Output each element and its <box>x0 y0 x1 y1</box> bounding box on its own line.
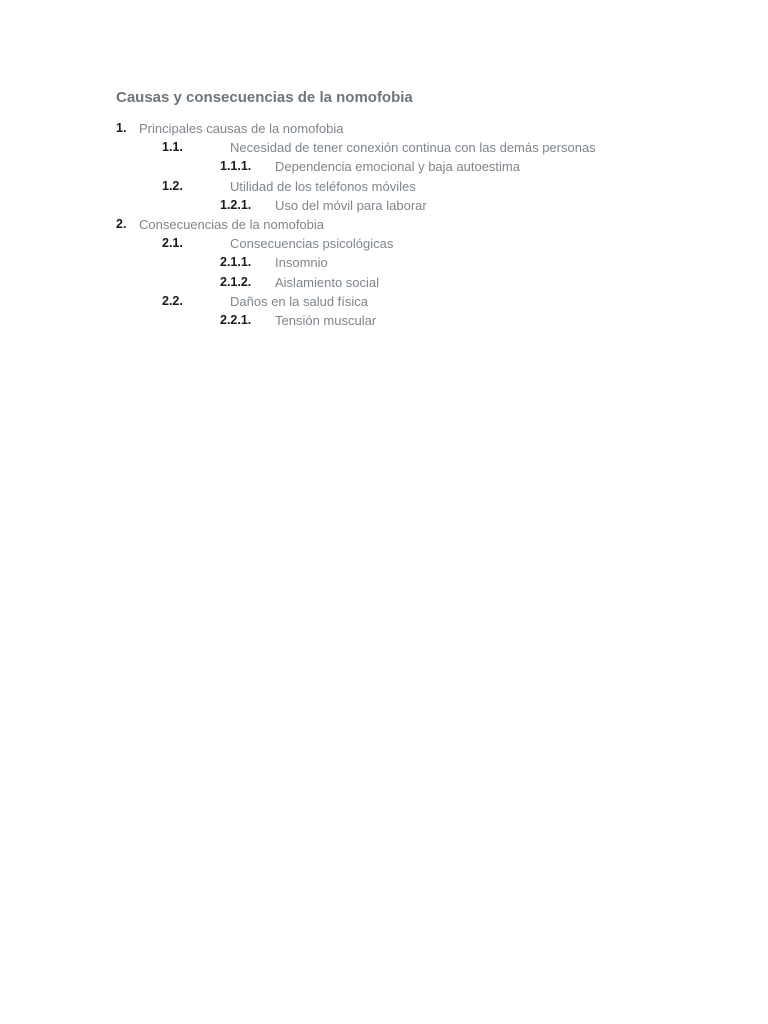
outline-item <box>0 253 768 272</box>
outline-item-text: Uso del móvil para laborar <box>275 197 427 213</box>
outline-item <box>0 157 768 176</box>
outline-item <box>0 215 768 234</box>
outline-item <box>0 119 768 138</box>
outline-item-number: 2.2. <box>162 293 183 308</box>
outline-item-text: Consecuencias psicológicas <box>230 236 394 252</box>
outline-item <box>0 177 768 196</box>
outline-item <box>0 196 768 215</box>
outline-item-number: 1.2.1. <box>220 197 252 212</box>
outline-item-number: 1. <box>116 121 127 135</box>
outline-item <box>0 311 768 330</box>
document-title: Causas y consecuencias de la nomofobia <box>116 89 413 106</box>
outline-item-number: 1.1.1. <box>220 159 252 174</box>
outline-item-number: 1.1. <box>162 140 183 155</box>
outline-item <box>0 292 768 311</box>
outline-item <box>0 234 768 253</box>
outline-item-text: Insomnio <box>275 255 328 271</box>
outline-list <box>0 119 768 330</box>
outline-item-number: 2.1.1. <box>220 255 252 270</box>
outline-item-number: 2.1.2. <box>220 274 252 289</box>
outline-item-number: 1.2. <box>162 178 183 193</box>
outline-item-text: Utilidad de los teléfonos móviles <box>230 178 416 194</box>
outline-item-text: Principales causas de la nomofobia <box>139 121 344 136</box>
outline-item-text: Necesidad de tener conexión continua con las demás personas <box>230 140 596 156</box>
outline-item-text: Consecuencias de la nomofobia <box>139 216 325 232</box>
outline-item-text: Aislamiento social <box>275 274 380 290</box>
outline-item-number: 2.1. <box>162 236 183 251</box>
outline-item-text: Tensión muscular <box>275 312 377 328</box>
outline-item-number: 2. <box>116 216 127 231</box>
outline-item <box>0 273 768 292</box>
outline-item-number: 2.2.1. <box>220 312 252 327</box>
outline-item <box>0 138 768 157</box>
outline-item-text: Dependencia emocional y baja autoestima <box>275 159 520 175</box>
outline-item-text: Daños en la salud física <box>230 293 369 309</box>
